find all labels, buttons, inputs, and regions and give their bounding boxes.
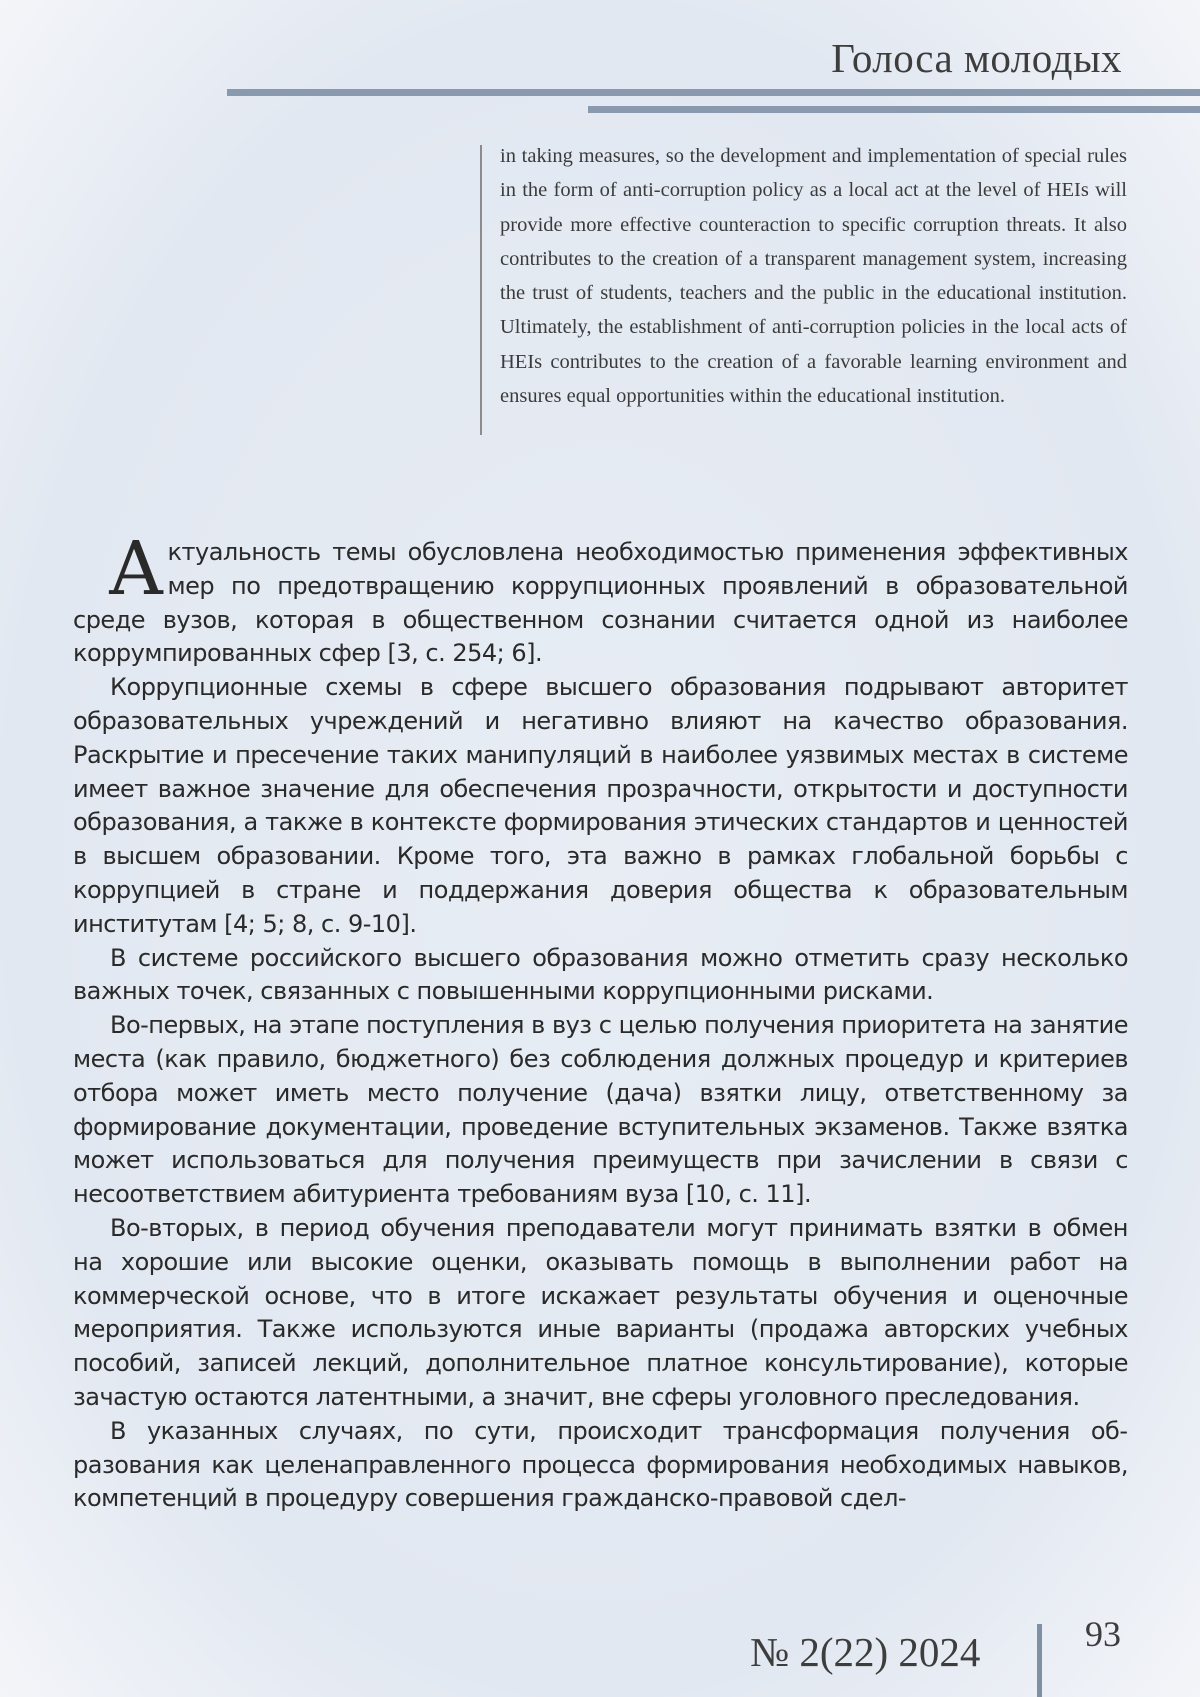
body-paragraph-1 (73, 536, 1128, 671)
page-number: 93 (1085, 1613, 1121, 1655)
issue-number: № 2(22) 2024 (750, 1628, 980, 1676)
header-rule-long (227, 89, 1200, 96)
body-paragraph-1-text: ктуальность темы обусловлена необходимостью применения эффек­тивных мер по предотвращению коррупционных проявлений в образо­вательной среде вузов, которая в общественном сознании считается одной из наиболее коррумпированных сфер [3, с. 254; 6]. (73, 538, 1128, 667)
body-paragraph-4: Во-первых, на этапе поступления в вуз с целью получения приоритета на занятие места (как правило, бюджетного) без соблюдения должных процедур и критериев отбора может иметь место получение (дача) взятки лицу, ответ­ственному за формирование документации, проведение вступительных экза­менов. Также взятка может использоваться для получения преимуществ при зачислении в связи с несоответствием абитуриента требованиям вуза [10, с. 11]. (73, 1009, 1128, 1212)
article-body (73, 536, 1128, 1516)
body-paragraph-3: В системе российского высшего образования можно отметить сразу не­сколько важных точек, связанных с повышенными коррупционными риска­ми. (73, 942, 1128, 1010)
abstract-side-bar (480, 145, 482, 435)
english-abstract: in taking measures, so the development and implementation of special rules in the form of anti-corruption policy as a local act at the level of HEIs will provide more effective counteraction to specific corruption threats. It also contributes to the creation of a transparent management system, increasing the trust of students, teachers and the public in the educational institution. Ultimately, the establishment of anti-corruption policies in the local acts of HEIs contributes to the creation of a favorable learning environment and ensures equal opportunities within the educational institution. (500, 139, 1127, 413)
running-header-title: Голоса молодых (831, 34, 1122, 82)
body-paragraph-6: В указанных случаях, по сути, происходит трансформация получения об­разования как целенаправленного процесса формирования необходимых навыков, компетенций в процедуру совершения гражданско-правовой сдел- (73, 1415, 1128, 1516)
journal-page (0, 0, 1200, 1697)
body-paragraph-5: Во-вторых, в период обучения преподаватели могут принимать взятки в об­мен на хорошие или высокие оценки, оказывать помощь в выполнении работ на коммерческой основе, что в итоге искажает результаты обучения и оценоч­ные мероприятия. Также используются иные варианты (продажа авторских учебных пособий, записей лекций, дополнительное платное консультирова­ние), которые зачастую остаются латентными, а значит, вне сферы уголовного преследования. (73, 1212, 1128, 1415)
drop-cap: А (108, 540, 164, 598)
body-paragraph-2: Коррупционные схемы в сфере высшего образования подрывают авторитет образовательных учреждений и негативно влияют на качество образования. Раскрытие и пресечение таких манипуляций в наиболее уязвимых местах в системе имеет важное значение для обеспечения прозрачности, открытости и доступности образования, а также в контексте формирования этических стандартов и ценностей в высшем образовании. Кроме того, эта важно в рам­ках глобальной борьбы с коррупцией в стране и поддержания доверия обще­ства к образовательным институтам [4; 5; 8, с. 9-10]. (73, 671, 1128, 941)
header-rule-short (588, 106, 1200, 113)
footer-divider (1037, 1624, 1042, 1697)
